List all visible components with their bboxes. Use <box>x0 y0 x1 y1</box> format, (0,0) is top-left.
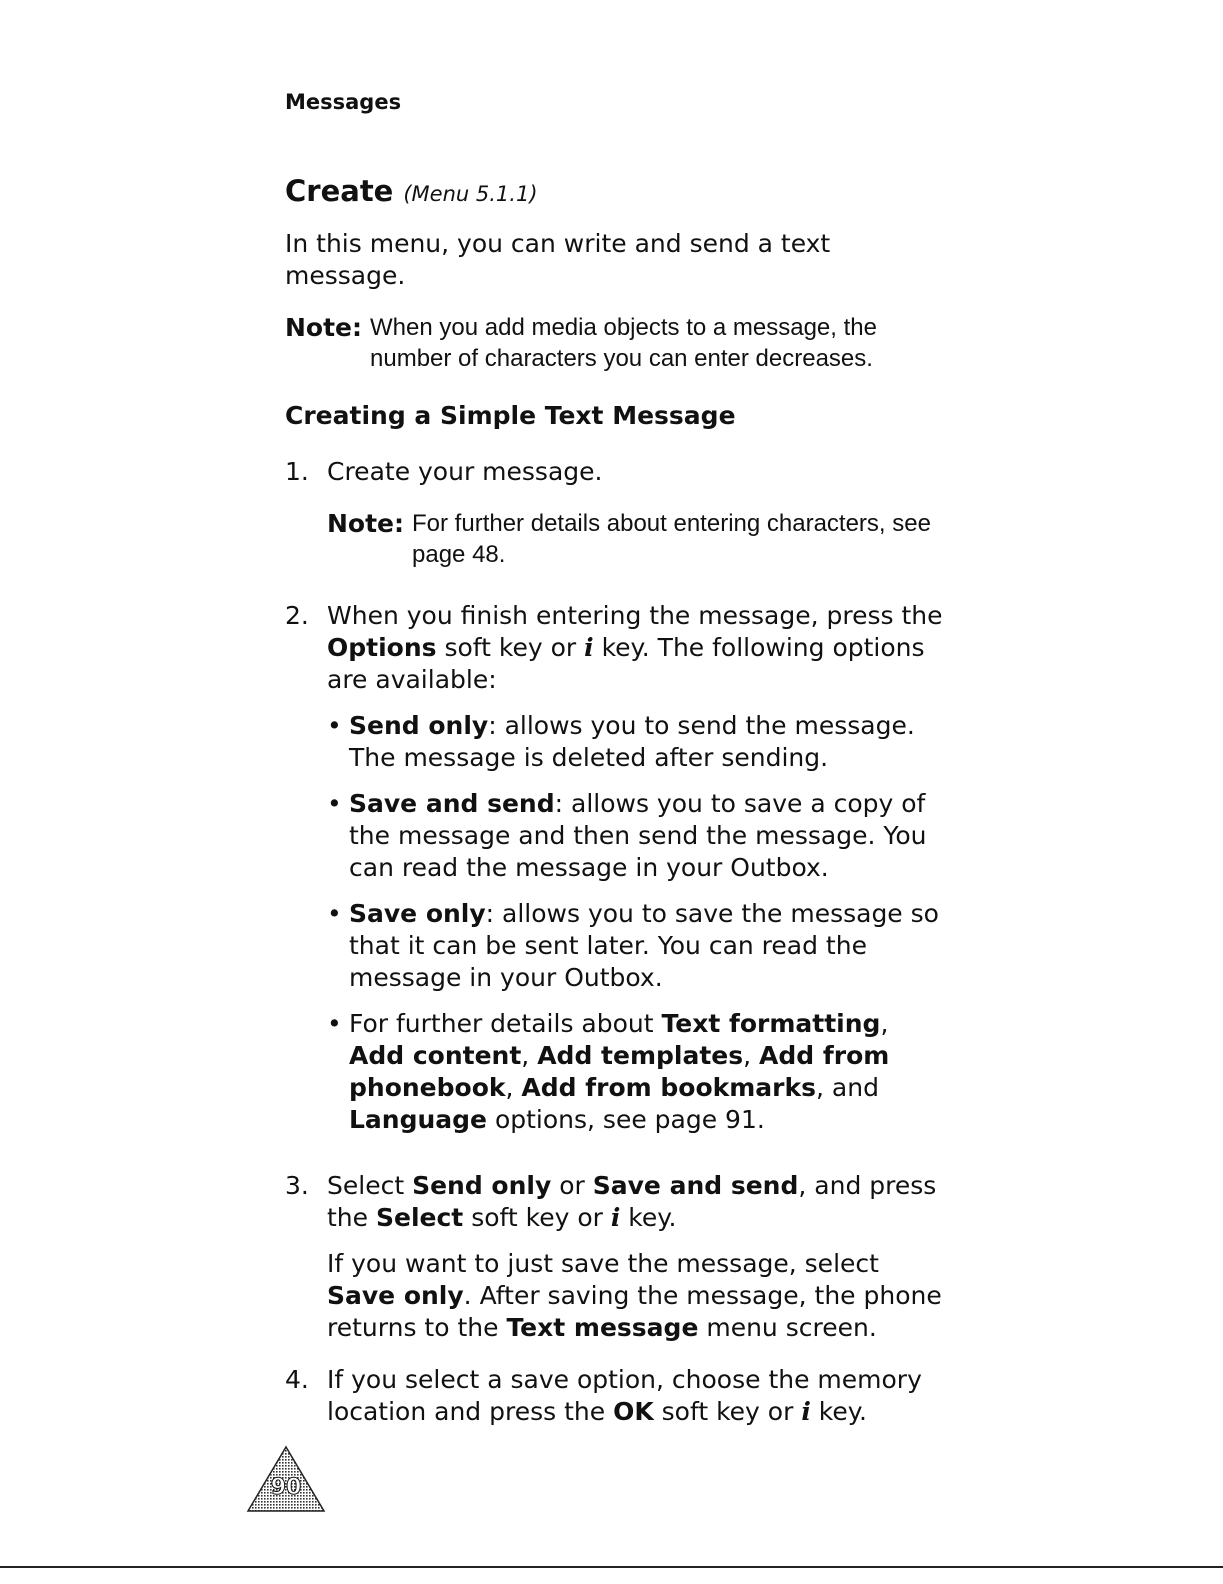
note-label: Note: <box>285 313 363 342</box>
step-2 <box>285 600 945 1150</box>
options-key-label: Options <box>327 633 437 662</box>
list-item: • Save only: allows you to save the message so that it can be sent later. You can read the message in your Outbox. <box>327 899 939 992</box>
step-text: Create your message. <box>327 457 603 486</box>
step-number: 1. <box>285 457 309 486</box>
page-number: 90 <box>270 1475 302 1500</box>
page-title <box>285 174 538 208</box>
list-item: • For further details about Text formatting, Add content, Add templates, Add from phonebook, Add from bookmarks, and Language options, see page 91. <box>327 1009 890 1134</box>
note-label: Note: <box>327 509 405 538</box>
section-subheading: Creating a Simple Text Message <box>285 401 736 430</box>
bullet-icon: • <box>327 899 342 928</box>
step-1 <box>285 456 945 580</box>
menu-reference: (Menu 5.1.1) <box>403 182 538 206</box>
step-4 <box>285 1364 945 1428</box>
list-item: • Send only: allows you to send the message. The message is deleted after sending. <box>327 711 915 772</box>
section-label: Messages <box>285 90 402 114</box>
note-text: When you add media objects to a message, the number of characters you can enter decreases. <box>370 314 877 372</box>
page-number-triangle-icon <box>246 1444 326 1514</box>
i-key-icon: i <box>610 1203 621 1232</box>
step-body <box>327 456 945 580</box>
options-list <box>327 710 945 1136</box>
step-text: Select Send only or Save and send, and press the Select soft key or i key. <box>327 1171 937 1232</box>
step-number: 4. <box>285 1365 309 1394</box>
step-text: If you select a save option, choose the memory location and press the OK soft key or i key. <box>327 1365 922 1426</box>
title-text: Create <box>285 174 394 208</box>
step-body <box>327 600 945 1150</box>
step-followup-text: If you want to just save the message, select Save only. After saving the message, the phone returns to the Text message menu screen. <box>327 1249 942 1342</box>
note-block <box>327 508 945 570</box>
i-key-icon: i <box>801 1397 811 1426</box>
bullet-icon: • <box>327 789 342 818</box>
list-item: • Save and send: allows you to save a copy of the message and then send the message. You can read the message in your Outbox. <box>327 789 927 882</box>
step-text: When you finish entering the message, press the Options soft key or i key. The following options are available: <box>327 601 943 694</box>
bullet-icon: • <box>327 1009 342 1038</box>
step-number: 3. <box>285 1171 309 1200</box>
step-number: 2. <box>285 601 309 630</box>
step-body <box>327 1364 945 1428</box>
note-block <box>285 312 945 374</box>
note-text: For further details about entering characters, see page 48. <box>412 510 931 568</box>
step-3 <box>285 1170 945 1344</box>
intro-text: In this menu, you can write and send a text message. <box>285 229 831 290</box>
step-body <box>327 1170 945 1344</box>
footer-rule <box>0 1566 1223 1568</box>
bullet-icon: • <box>327 711 342 740</box>
content <box>285 228 945 1448</box>
i-key-icon: i <box>584 633 594 662</box>
